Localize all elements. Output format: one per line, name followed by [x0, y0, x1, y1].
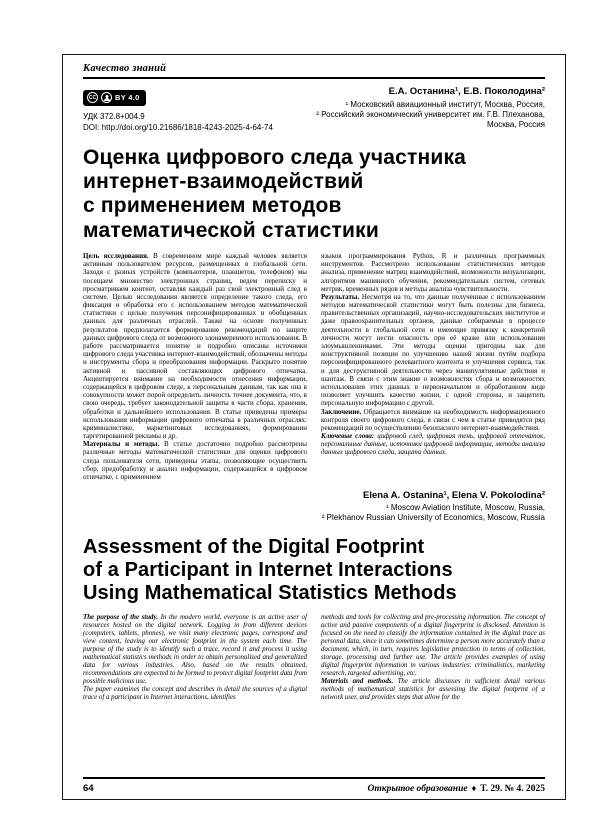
running-head	[83, 63, 545, 74]
title-ru-line: Оценка цифрового следа участника	[83, 145, 467, 169]
abstract-en-col2	[321, 614, 545, 703]
affiliation-en-2: ² Plekhanov Russian University of Economics, Moscow, Russia	[321, 513, 545, 523]
title-en-line: of a Participant in Internet Interactions	[83, 558, 453, 581]
title-ru-line: с применением методов	[83, 194, 342, 218]
article-title-en	[83, 536, 545, 605]
meta-row	[83, 86, 545, 132]
affiliation-ru-1: ¹ Московский авиационный институт, Москва, Россия,	[345, 99, 545, 109]
paragraph-text: The paper examines the concept and describes in detail the sources of a digital trace of a participant in Internet interactions, identifies	[83, 686, 307, 702]
abstract-paragraph-methods	[83, 440, 307, 481]
paragraph-text: The article discusses in sufficient detail various methods of mathematical statistics for assessing the digital footprint of a network user, and provides steps that allow for the	[321, 678, 546, 702]
paragraph-text: Несмотря на то, что данные полученные с использованием методов математической статистики могут быть полезны для бизнеса, правительственных организаций, научно-исследовательских институтов и даже правоохранительных органов, данные собираемые в процессе деятельности в глобальной сети и имеющие привязку к конкретной личности могут нести опасность при её краже или использовании злоумышленниками. Эти методы оценки пригодны как для конструктивной позиции по улучшению нашей жизни путём подбора персонифицированного релевантного контента и улучшения сервиса, так и для деструктивной деятельности через манипулятивные действия и шантаж. В связи с этим знание о возможностях сбора и возможностях использования этих данных в первоначальном и обработанном виде позволяет улучшить качество жизни, с одной стороны, и защитить персональную информацию с другой.	[321, 292, 545, 408]
authors-block-ru	[316, 86, 545, 132]
abstract-ru-col1	[83, 252, 307, 481]
doi-link[interactable]: DOI: http://doi.org/10.21686/1818-4243-2025-4-64-74	[83, 122, 273, 132]
cc-license-badge[interactable]	[83, 90, 146, 106]
page-number: 64	[83, 783, 94, 794]
footer-row	[83, 783, 545, 794]
affiliation-ru-2: ² Российский экономический университет им. Г.В. Плеханова,	[316, 109, 545, 119]
abstract-paragraph-continuation	[321, 252, 545, 293]
journal-reference	[368, 783, 545, 794]
abstract-paragraph-conclusion	[321, 408, 545, 433]
diamond-icon: ♦	[471, 783, 477, 793]
author-names-en: Elena A. Ostanina¹, Elena V. Pokolodina²	[363, 490, 545, 502]
udk-code: УДК 372.8+004.9	[83, 111, 145, 121]
article-title-ru	[83, 146, 545, 243]
paragraph-text: In the modern world, everyone is an active user of resources hosted on the digital network. Logging in from different devices (computers, tablets, phones), we visit many electronic pages, correspond and view content, leaving our electronic footprint in the system each time. The purpose of the study is to identify such a trace, record it and process it using mathematical statistics methods in order to obtain personalized and generalized data for various industries. Also, based on the results obtained, recommendations are expected to be formed to protect digital footprint data from possible malicious use.	[83, 613, 307, 686]
title-en-line: Using Mathematical Statistics Methods	[83, 581, 457, 604]
paragraph-text: Обращается внимание на необходимость информационного контроля своего цифрового следа, в связи с чем в статье приводятся ряд рекомендаций по осуществлению безопасного интернет-взаимодействия.	[321, 407, 545, 432]
paragraph-lead: Результаты.	[321, 292, 360, 301]
title-ru-line: математической статистики	[83, 218, 379, 242]
journal-name: Открытое образование	[367, 784, 468, 794]
title-en-line: Assessment of the Digital Footprint	[83, 535, 425, 558]
page-footer	[83, 777, 545, 794]
paragraph-text: В статье достаточно подробно рассмотрены различные методы математической статистики для оценки цифрового следа пользователя сети, приведены этапы, позволяющие осуществить сбор, предобработку и анализ информации, содержащейся в цифровом отпечатке, с применением	[83, 440, 307, 481]
abstract-paragraph-continuation-en	[321, 614, 545, 679]
keywords-lead: Ключевые слова:	[321, 432, 375, 441]
authors-block-en	[83, 490, 545, 523]
paragraph-lead: The purpose of the study.	[83, 613, 159, 621]
author-names-ru: Е.А. Останина¹, Е.В. Поколодина²	[388, 85, 545, 97]
abstract-ru-col2	[321, 252, 545, 481]
abstract-en	[83, 614, 545, 703]
keywords-text: цифровой след, цифровая тень, цифровой отпечаток, персональные данные, источники цифровой информации, методы анализа данных цифрового следа, защита данных.	[321, 432, 546, 457]
paragraph-lead: Заключение.	[321, 407, 362, 416]
journal-issue: Т. 29. № 4. 2025	[480, 784, 545, 794]
article-page	[62, 54, 566, 800]
abstract-paragraph-results	[321, 293, 545, 408]
paragraph-text: языков программирования Python, R и различных программных инструментов. Рассмотрено использование статистических методов анализа, применение матриц взаимодействий, возможности визуализации, алгоритмов машинного обучения, рекомендательных систем, сетевых метрик, временных рядов и методы анализа чувствительности.	[321, 251, 545, 293]
abstract-paragraph-en	[83, 686, 307, 702]
paragraph-lead: Цель исследования.	[83, 251, 149, 260]
meta-left	[83, 86, 303, 132]
cc-license-label: BY 4.0	[115, 93, 140, 102]
cc-icon: CC	[87, 92, 98, 103]
abstract-paragraph-purpose-en	[83, 614, 307, 687]
affiliation-en-1: ¹ Moscow Aviation Institute, Moscow, Russia,	[385, 503, 545, 513]
cc-by-person-icon	[101, 92, 112, 103]
paragraph-lead: Materials and methods.	[321, 678, 394, 686]
header-rule	[83, 77, 545, 79]
paragraph-text: methods and tools for collecting and pre-processing information. The concept of active and passive components of a digital fingerprint is disclosed. Attention is focused on the need to classify the information contained in the digital trace as personal data, since it can sometimes determine a person more accurately than a document, which, in turn, requires legislative protection in terms of collection, storage, processing and further use. The article provides examples of using digital fingerprint information in various industries: criminalistics, marketing research, targeted advertising, etc.	[321, 613, 545, 678]
affiliation-ru-3: Москва, Россия	[487, 119, 545, 129]
section-header-text: Качество знаний	[83, 63, 167, 74]
paragraph-lead: Материалы и методы.	[83, 440, 160, 449]
paragraph-text: В современном мире каждый человек является активным пользователем ресурсов, размещенных в глобальной сети. Заходя с разных устройств (компьютеров, планшетов, телефонов) мы посещаем множество электронных страниц, ведем переписку и просматриваем контент, оставляя каждый раз свой электронный след в системе. Целью исследования является определение такого следа, его фиксация и обработка его с использованием методов математической статистики с целью получения персонифицированных и обобщенных данных для различных отраслей. Также на основе полученных результатов предполагается формирование рекомендаций по защите данных цифрового следа от возможного злонамеренного использования. В работе рассматривается понятие и подробно описаны источники цифрового следа участника интернет-взаимодействий, обозначены методы и инструменты сбора и преобразования информации. Раскрыто понятие активной и пассивной составляющих цифрового отпечатка. Акцентируется внимание на необходимости отнесения информации, содержащейся в цифровом следе, к персональным данным, так как она в совокупности может порой определить личность точнее документа, что, в свою очередь, требует законодательной защиты в части сбора, хранения, обработки и дальнейшего использования. В статье приведены примеры использования информации цифрового отпечатка в различных отраслях: криминалистике, маркетинговых исследованиях, формировании таргетированной рекламы и др.	[83, 251, 307, 441]
footer-rule	[83, 777, 545, 779]
title-ru-line: интернет-взаимодействий	[83, 169, 364, 193]
abstract-en-col1	[83, 614, 307, 703]
abstract-paragraph-purpose	[83, 252, 307, 440]
abstract-ru	[83, 252, 545, 481]
keywords-paragraph	[321, 432, 545, 457]
abstract-paragraph-methods-en	[321, 678, 545, 702]
